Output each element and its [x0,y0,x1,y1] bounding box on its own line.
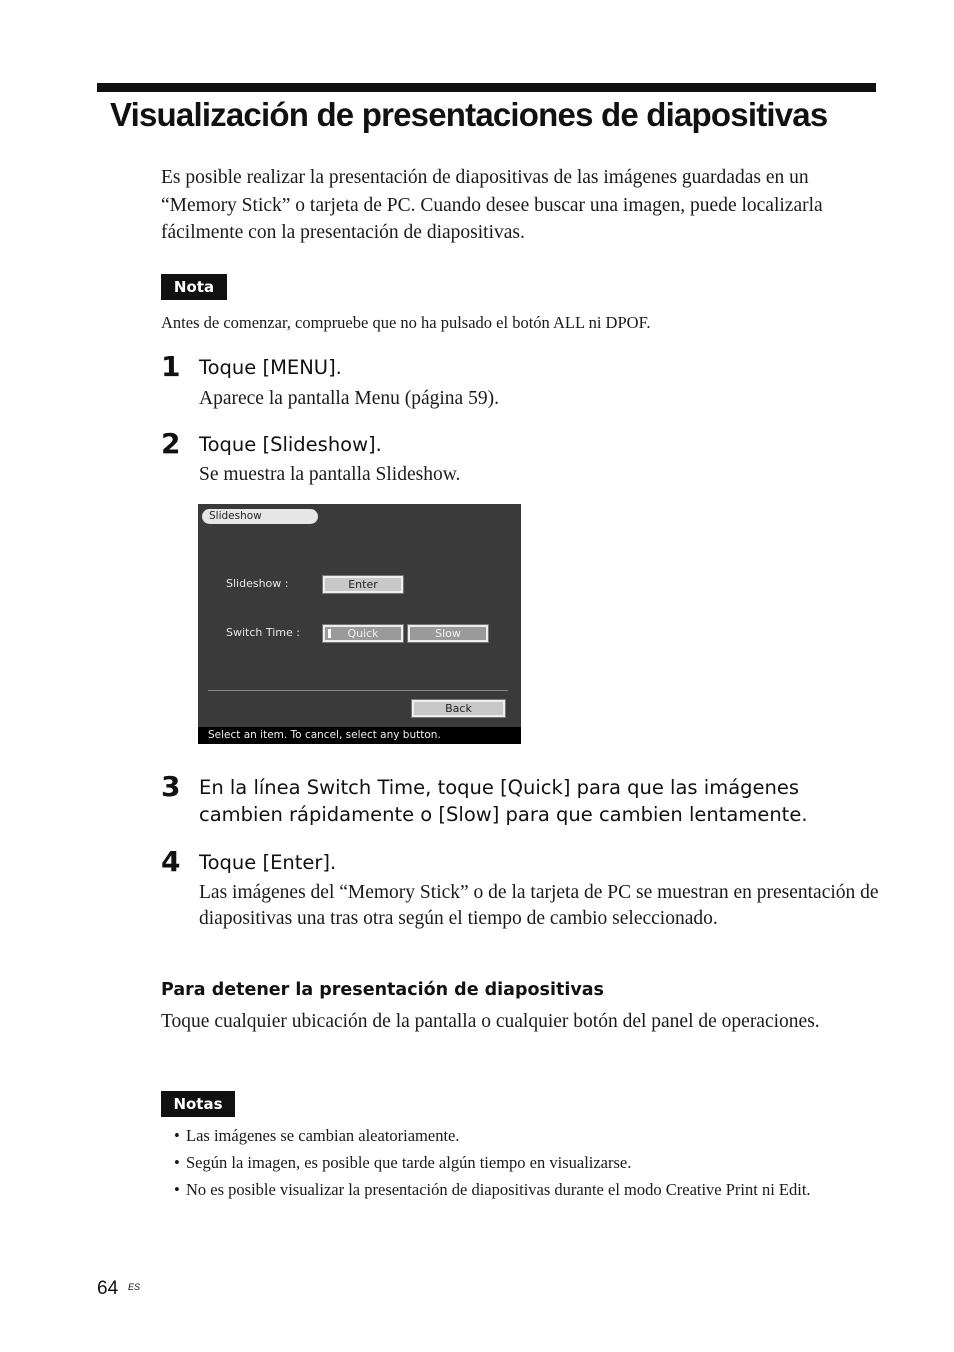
step-4-body: Las imágenes del “Memory Stick” o de la tarjeta de PC se muestran en presentación de diapositivas una tras otra según el tiempo de cambio seleccionado. [199,882,879,929]
step-2-body: Se muestra la pantalla Slideshow. [199,464,461,485]
selected-indicator [328,629,331,638]
page-language-suffix: ES [128,1282,141,1292]
note-label: Nota [161,274,227,300]
list-item: • Según la imagen, es posible que tarde algún tiempo en visualizarse. [174,1151,874,1175]
list-item: • No es posible visualizar la presentación de diapositivas durante el modo Creative Print ni Edit. [174,1178,874,1202]
title-rule [97,83,876,92]
step-2-number: 2 [161,427,181,460]
quick-button-label: Quick [347,627,379,640]
page-number: 64 [97,1278,119,1299]
step-1-title: Toque [MENU]. [199,356,342,379]
slideshow-label: Slideshow : [226,577,289,590]
note-text: Antes de comenzar, compruebe que no ha pulsado el botón ALL ni DPOF. [161,313,651,332]
step-1-body: Aparece la pantalla Menu (página 59). [199,388,499,409]
screen-divider [208,690,508,691]
switch-time-label: Switch Time : [226,626,300,639]
notes-list [174,1124,874,1205]
step-3-title: En la línea Switch Time, toque [Quick] para que las imágenes cambien rápidamente o [Slow] para que cambien lentamente. [199,776,808,826]
enter-button[interactable]: Enter [323,576,403,593]
step-4-number: 4 [161,845,181,878]
slideshow-screen [198,504,521,744]
status-bar: Select an item. To cancel, select any button. [198,727,521,744]
step-2-title: Toque [Slideshow]. [199,433,382,456]
subheading-text: Toque cualquier ubicación de la pantalla o cualquier botón del panel de operaciones. [161,1011,820,1032]
step-1-number: 1 [161,350,181,383]
page-title: Visualización de presentaciones de diapositivas [110,96,828,133]
slideshow-tab: Slideshow [202,509,318,524]
back-button[interactable]: Back [412,700,505,717]
intro-paragraph: Es posible realizar la presentación de diapositivas de las imágenes guardadas en un “Memory Stick” o tarjeta de PC. Cuando desee buscar una imagen, puede localizarla fácilmente con la presentación de diapositivas. [161,167,823,243]
quick-button[interactable] [323,625,403,642]
slow-button[interactable]: Slow [408,625,488,642]
step-4-title: Toque [Enter]. [199,851,337,874]
subheading: Para detener la presentación de diapositivas [161,980,604,1000]
step-3-number: 3 [161,770,181,803]
notes-label: Notas [161,1091,235,1117]
list-item: • Las imágenes se cambian aleatoriamente. [174,1124,874,1148]
